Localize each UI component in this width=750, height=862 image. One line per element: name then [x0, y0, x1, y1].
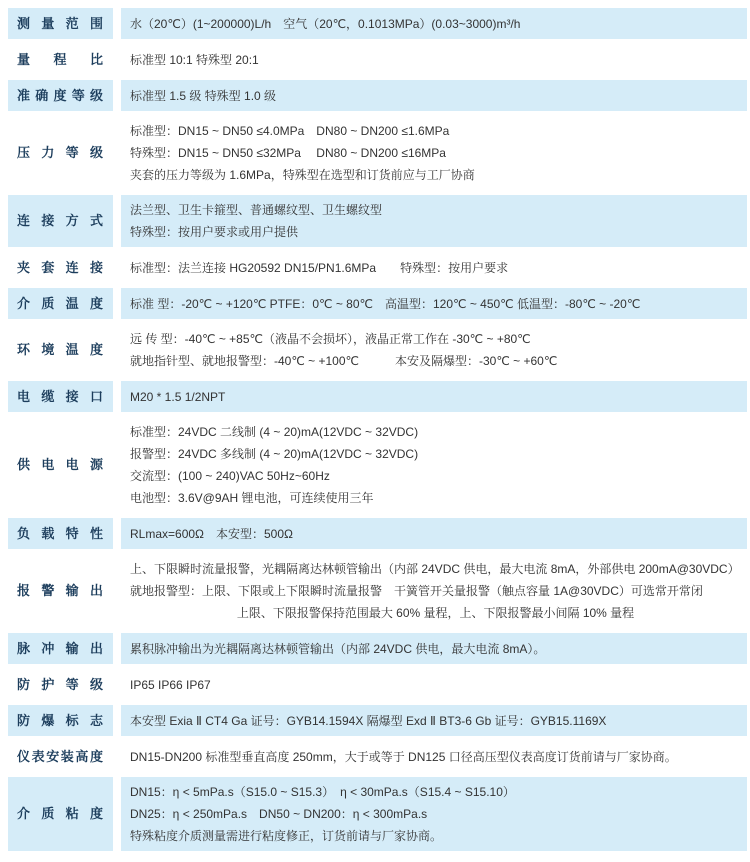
spec-row: [8, 381, 747, 412]
spec-row-label-text: 电缆接口: [17, 388, 104, 404]
spec-row: [8, 741, 747, 772]
spec-line: 标准 型：-20℃ ~ +120℃ PTFE：0℃ ~ 80℃ 高温型：120℃ ~ 450℃ 低温型：-80℃ ~ -20℃: [130, 296, 641, 311]
spec-row: [8, 518, 747, 549]
spec-line: 标准型：法兰连接 HG20592 DN15/PN1.6MPa 特殊型：按用户要求: [130, 260, 509, 275]
spec-row-label: [8, 116, 113, 190]
spec-row-label: [8, 705, 113, 736]
spec-line: IP65 IP66 IP67: [130, 677, 211, 692]
spec-line: 法兰型、卫生卡箍型、普通螺纹型、卫生螺纹型: [130, 203, 383, 217]
spec-line: 电池型：3.6V@9AH 锂电池，可连续使用三年: [130, 491, 374, 505]
spec-row-label-text: 压力等级: [17, 145, 104, 160]
spec-row-label-text: 连接方式: [17, 213, 104, 228]
spec-line: 标准型 1.5 级 特殊型 1.0 级: [130, 88, 277, 103]
spec-line: 特殊粘度介质测量需进行粘度修正，订货前请与厂家协商。: [130, 829, 443, 843]
spec-row-content: [121, 80, 747, 111]
spec-row-content: [121, 518, 747, 549]
spec-row-label: [8, 288, 113, 319]
spec-line: 特殊型：DN15 ~ DN50 ≤32MPa DN80 ~ DN200 ≤16MPa: [130, 146, 446, 160]
spec-row: [8, 633, 747, 664]
spec-row-label-text: 防护等级: [17, 676, 104, 692]
spec-line: DN15：η < 5mPa.s（S15.0 ~ S15.3） η < 30mPa.s（S15.4 ~ S15.10）: [130, 785, 515, 799]
spec-row-content: [121, 44, 747, 75]
spec-row-label: [8, 741, 113, 772]
spec-row-content: [121, 417, 747, 513]
spec-line: 水（20℃）(1~200000)L/h 空气（20℃，0.1013MPa）(0.03~3000)m³/h: [130, 16, 521, 31]
spec-row-label: [8, 554, 113, 628]
spec-row-content: [121, 777, 747, 851]
spec-row-label: [8, 381, 113, 412]
spec-row-label-text: 夹套连接: [17, 259, 104, 275]
spec-row: [8, 288, 747, 319]
spec-row-label-text: 供电电源: [17, 457, 104, 472]
spec-line: 本安型 Exia Ⅱ CT4 Ga 证号：GYB14.1594X 隔爆型 Exd Ⅱ BT3-6 Gb 证号：GYB15.1169X: [130, 713, 607, 728]
spec-row: [8, 324, 747, 376]
spec-row: [8, 417, 747, 513]
spec-row-label: [8, 44, 113, 75]
spec-row-label-text: 环境温度: [17, 342, 104, 357]
spec-line: 累积脉冲输出为光耦隔离达林顿管输出（内部 24VDC 供电，最大电流 8mA）。: [130, 641, 546, 656]
spec-row-content: [121, 324, 747, 376]
spec-line: 夹套的压力等级为 1.6MPa，特殊型在选型和订货前应与工厂协商: [130, 168, 475, 182]
spec-row-content: [121, 195, 747, 247]
spec-row-label-text: 防爆标志: [17, 712, 104, 728]
spec-row-label: [8, 518, 113, 549]
spec-row-label: [8, 195, 113, 247]
spec-row-content: [121, 252, 747, 283]
spec-row-content: [121, 8, 747, 39]
spec-row-label-text: 仪表安装高度: [17, 748, 104, 764]
spec-row-content: [121, 741, 747, 772]
spec-line: 交流型：(100 ~ 240)VAC 50Hz~60Hz: [130, 469, 330, 483]
spec-row-label-text: 准确度等级: [17, 87, 104, 103]
spec-row-content: [121, 554, 747, 628]
spec-line: RLmax=600Ω 本安型：500Ω: [130, 526, 294, 541]
spec-row: [8, 777, 747, 851]
spec-line: 就地指针型、就地报警型：-40℃ ~ +100℃ 本安及隔爆型：-30℃ ~ +60℃: [130, 354, 558, 368]
spec-line: 上、下限瞬时流量报警，光耦隔离达林顿管输出（内部 24VDC 供电，最大电流 8mA，外部供电 200mA@30VDC）: [130, 562, 740, 576]
spec-line: DN25：η < 250mPa.s DN50 ~ DN200：η < 300mPa.s: [130, 807, 428, 821]
spec-row-content: [121, 381, 747, 412]
spec-row: [8, 44, 747, 75]
spec-row-label: [8, 252, 113, 283]
spec-row-content: [121, 116, 747, 190]
spec-row-label: [8, 669, 113, 700]
spec-row: [8, 8, 747, 39]
spec-row-content: [121, 669, 747, 700]
spec-row-label: [8, 417, 113, 513]
spec-row-label: [8, 633, 113, 664]
spec-row: [8, 554, 747, 628]
spec-row-label-text: 介质粘度: [17, 806, 104, 821]
spec-row-label-text: 负载特性: [17, 525, 104, 541]
spec-row-label-text: 量程比: [17, 51, 104, 67]
spec-line: 标准型 10:1 特殊型 20:1: [130, 52, 259, 67]
spec-line: 特殊型：按用户要求或用户提供: [130, 225, 299, 239]
spec-row-label: [8, 324, 113, 376]
spec-row-label: [8, 80, 113, 111]
spec-row: [8, 195, 747, 247]
spec-line: 标准型：DN15 ~ DN50 ≤4.0MPa DN80 ~ DN200 ≤1.6MPa: [130, 124, 450, 138]
spec-line: DN15-DN200 标准型垂直高度 250mm，大于或等于 DN125 口径高压型仪表高度订货前请与厂家协商。: [130, 749, 677, 764]
spec-row: [8, 252, 747, 283]
spec-row-label-text: 介质温度: [17, 295, 104, 311]
spec-row-label: [8, 777, 113, 851]
spec-line: M20 * 1.5 1/2NPT: [130, 389, 226, 404]
spec-row-content: [121, 633, 747, 664]
spec-row-content: [121, 705, 747, 736]
spec-row-label: [8, 8, 113, 39]
spec-line: 标准型：24VDC 二线制 (4 ~ 20)mA(12VDC ~ 32VDC): [130, 425, 419, 439]
spec-line: 远 传 型：-40℃ ~ +85℃（液晶不会损坏），液晶正常工作在 -30℃ ~ +80℃: [130, 332, 531, 346]
spec-row-label-text: 测量范围: [17, 15, 104, 31]
spec-row: [8, 116, 747, 190]
spec-row: [8, 669, 747, 700]
spec-line: 就地报警型：上限、下限或上下限瞬时流量报警 干簧管开关量报警（触点容量 1A@30VDC）可选常开常闭: [130, 584, 703, 598]
spec-row-label-text: 脉冲输出: [17, 640, 104, 656]
spec-row-content: [121, 288, 747, 319]
spec-row: [8, 80, 747, 111]
spec-line: 上限、下限报警保持范围最大 60% 量程，上、下限报警最小间隔 10% 量程: [236, 606, 635, 620]
spec-row: [8, 705, 747, 736]
spec-row-label-text: 报警输出: [17, 583, 104, 598]
spec-line: 报警型：24VDC 多线制 (4 ~ 20)mA(12VDC ~ 32VDC): [130, 447, 419, 461]
